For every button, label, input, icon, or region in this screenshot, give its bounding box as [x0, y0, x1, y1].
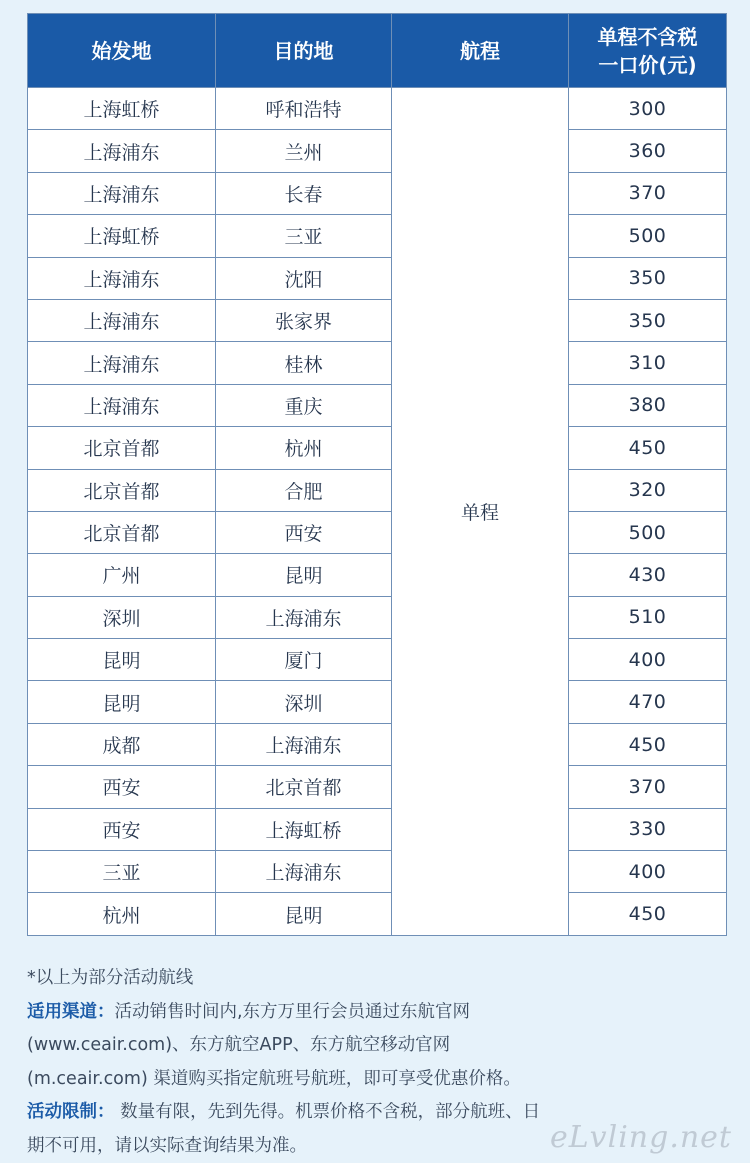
header-price [569, 14, 727, 88]
table-row [28, 130, 727, 172]
limit-line2: 期不可用，请以实际查询结果为准。 [27, 1130, 727, 1163]
cell-origin: 成都 [28, 723, 216, 765]
cell-destination: 昆明 [216, 893, 392, 935]
cell-price: 400 [569, 639, 727, 681]
cell-destination: 呼和浩特 [216, 88, 392, 130]
cell-price: 380 [569, 384, 727, 426]
cell-origin: 三亚 [28, 851, 216, 893]
cell-destination: 桂林 [216, 342, 392, 384]
watermark: eLvling.net [550, 1120, 732, 1155]
cell-origin: 上海虹桥 [28, 88, 216, 130]
header-trip: 航程 [392, 14, 569, 88]
table-row [28, 851, 727, 893]
cell-price: 370 [569, 172, 727, 214]
table-row [28, 681, 727, 723]
cell-origin: 上海浦东 [28, 130, 216, 172]
cell-destination: 张家界 [216, 299, 392, 341]
fare-table-container [27, 13, 726, 936]
cell-price: 370 [569, 766, 727, 808]
cell-price: 330 [569, 808, 727, 850]
cell-price: 360 [569, 130, 727, 172]
cell-destination: 三亚 [216, 215, 392, 257]
cell-destination: 沈阳 [216, 257, 392, 299]
cell-origin: 上海浦东 [28, 299, 216, 341]
cell-price: 350 [569, 299, 727, 341]
cell-origin: 西安 [28, 808, 216, 850]
table-row [28, 172, 727, 214]
cell-destination: 兰州 [216, 130, 392, 172]
cell-origin: 上海浦东 [28, 257, 216, 299]
table-row [28, 893, 727, 935]
cell-destination: 上海浦东 [216, 851, 392, 893]
table-row [28, 766, 727, 808]
cell-destination: 上海浦东 [216, 596, 392, 638]
cell-price: 470 [569, 681, 727, 723]
cell-price: 400 [569, 851, 727, 893]
table-row [28, 342, 727, 384]
cell-origin: 昆明 [28, 639, 216, 681]
cell-price: 500 [569, 511, 727, 553]
cell-destination: 昆明 [216, 554, 392, 596]
header-destination: 目的地 [216, 14, 392, 88]
cell-origin: 杭州 [28, 893, 216, 935]
limit-line1: 数量有限，先到先得。机票价格不含税，部分航班、日 [120, 1102, 540, 1122]
cell-price: 430 [569, 554, 727, 596]
cell-price: 300 [569, 88, 727, 130]
cell-origin: 上海浦东 [28, 172, 216, 214]
table-row [28, 511, 727, 553]
table-row [28, 723, 727, 765]
table-row [28, 808, 727, 850]
table-row [28, 469, 727, 511]
cell-destination: 深圳 [216, 681, 392, 723]
fare-table [27, 13, 727, 936]
table-row [28, 427, 727, 469]
cell-destination: 厦门 [216, 639, 392, 681]
channel-line2: (www.ceair.com)、东方航空APP、东方航空移动官网 [27, 1029, 727, 1063]
footnote: *以上为部分活动航线 [27, 962, 727, 996]
header-origin: 始发地 [28, 14, 216, 88]
cell-origin: 北京首都 [28, 511, 216, 553]
channel-line1: 活动销售时间内,东方万里行会员通过东航官网 [115, 1002, 471, 1022]
cell-destination: 西安 [216, 511, 392, 553]
cell-destination: 北京首都 [216, 766, 392, 808]
cell-origin: 上海浦东 [28, 342, 216, 384]
limit-label: 活动限制： [27, 1102, 115, 1122]
cell-price: 450 [569, 427, 727, 469]
channel-paragraph [27, 996, 727, 1030]
cell-price: 320 [569, 469, 727, 511]
channel-line3: (m.ceair.com) 渠道购买指定航班号航班，即可享受优惠价格。 [27, 1063, 727, 1097]
table-row [28, 299, 727, 341]
table-body [28, 88, 727, 936]
cell-origin: 广州 [28, 554, 216, 596]
cell-destination: 重庆 [216, 384, 392, 426]
cell-destination: 上海浦东 [216, 723, 392, 765]
cell-price: 310 [569, 342, 727, 384]
table-row [28, 88, 727, 130]
cell-destination: 上海虹桥 [216, 808, 392, 850]
table-row [28, 596, 727, 638]
table-header-row [28, 14, 727, 88]
cell-price: 350 [569, 257, 727, 299]
table-row [28, 257, 727, 299]
cell-price: 510 [569, 596, 727, 638]
table-row [28, 384, 727, 426]
cell-origin: 深圳 [28, 596, 216, 638]
cell-origin: 西安 [28, 766, 216, 808]
cell-origin: 昆明 [28, 681, 216, 723]
cell-origin: 北京首都 [28, 427, 216, 469]
header-price-line2: 一口价(元) [598, 53, 696, 77]
cell-destination: 长春 [216, 172, 392, 214]
cell-destination: 合肥 [216, 469, 392, 511]
cell-origin: 上海浦东 [28, 384, 216, 426]
cell-price: 450 [569, 723, 727, 765]
cell-origin: 北京首都 [28, 469, 216, 511]
cell-destination: 杭州 [216, 427, 392, 469]
table-row [28, 554, 727, 596]
cell-origin: 上海虹桥 [28, 215, 216, 257]
cell-price: 500 [569, 215, 727, 257]
cell-trip-type: 单程 [392, 88, 569, 936]
table-row [28, 215, 727, 257]
cell-price: 450 [569, 893, 727, 935]
channel-label: 适用渠道： [27, 1002, 115, 1022]
table-row [28, 639, 727, 681]
header-price-line1: 单程不含税 [598, 25, 698, 49]
